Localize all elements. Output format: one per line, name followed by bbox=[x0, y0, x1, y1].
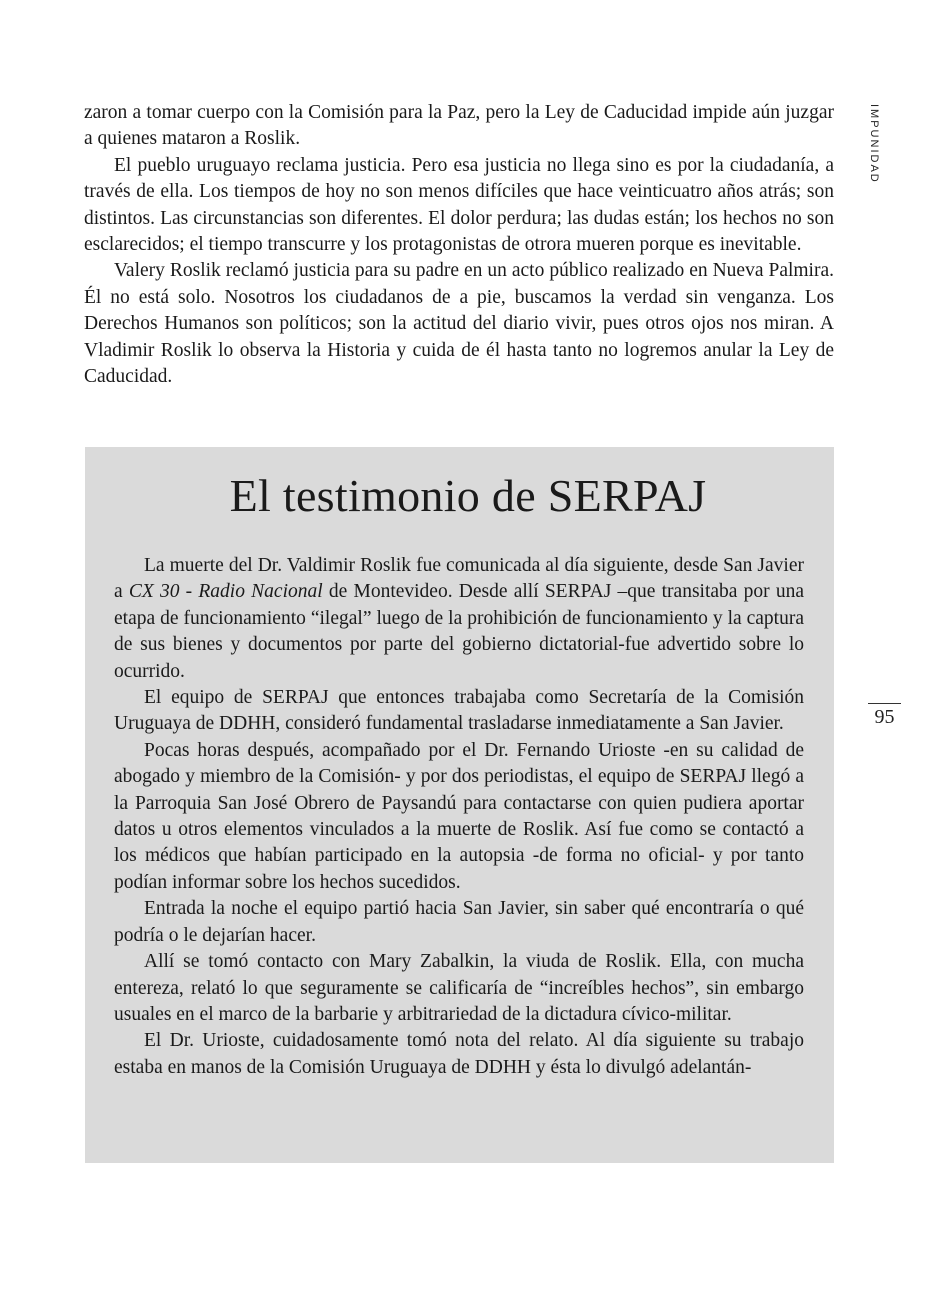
box-text bbox=[114, 553, 804, 1081]
paragraph-text: La muerte del Dr. Valdimir Roslik fue comunicada al día siguiente, desde San Javier a bbox=[114, 555, 804, 603]
box-title: El testimonio de SERPAJ bbox=[229, 470, 707, 521]
radio-station-name: CX 30 - Radio Nacional bbox=[128, 581, 323, 603]
paragraph: Pocas horas después, acompañado por el Dr. Fernando Urioste -en su calidad de abogado y miembro de la Comisión- y por dos periodistas, el equipo de SERPAJ llegó a la Parroquia San José Obrero de Paysandú para contactarse con quien pudiera aportar datos u otros elementos vinculados a la muerte de Roslik. Así fue como se contactó a los médicos que habían participado en la autopsia -de forma no oficial- y por tanto podían informar sobre los hechos sucedidos. bbox=[114, 739, 804, 893]
page-number: 95 bbox=[874, 706, 895, 728]
paragraph: El equipo de SERPAJ que entonces trabajaba como Secretaría de la Comisión Uruguaya de DDHH, consideró fundamental trasladarse inmediatamente a San Javier. bbox=[114, 687, 804, 735]
paragraph: El pueblo uruguayo reclama justicia. Pero esa justicia no llega sino es por la ciudadanía, a través de ella. Los tiempos de hoy no son menos difíciles que hace veinticuatro años atrás; son distintos. Las circunstancias son diferentes. El dolor perdura; las dudas están; los hechos no son esclarecidos; el tiempo transcurre y los protagonistas de otrora mueren porque es inevitable. bbox=[84, 154, 834, 256]
main-text bbox=[84, 100, 834, 390]
paragraph: Valery Roslik reclamó justicia para su padre en un acto público realizado en Nueva Palmira. Él no está solo. Nosotros los ciudadanos de a pie, buscamos la verdad sin venganza. Los Derechos Humanos son políticos; son la actitud del diario vivir, pues otros ojos nos miran. A Vladimir Roslik lo observa la Historia y cuida de él hasta tanto no logremos anular la Ley de Caducidad. bbox=[84, 260, 834, 388]
paragraph-text: de Montevideo. Desde allí SERPAJ –que transitaba por una etapa de funcionamiento “ilegal” luego de la prohibición de funcionamiento y la captura de sus bienes y documentos por parte del gobierno dictatorial-fue advertido sobre lo ocurrido. bbox=[114, 581, 804, 682]
paragraph: El Dr. Urioste, cuidadosamente tomó nota del relato. Al día siguiente su trabajo estaba en manos de la Comisión Uruguaya de DDHH y ésta lo divulgó adelantán- bbox=[114, 1030, 804, 1078]
paragraph bbox=[114, 553, 804, 685]
paragraph: Entrada la noche el equipo partió hacia San Javier, sin saber qué encontraría o qué podría o le dejarían hacer. bbox=[114, 898, 804, 946]
paragraph: Allí se tomó contacto con Mary Zabalkin, la viuda de Roslik. Ella, con mucha entereza, relató lo que seguramente se calificaría de “increíbles hechos”, sin embargo usuales en el marco de la barbarie y arbitrariedad de la dictadura cívico-militar. bbox=[114, 951, 804, 1025]
running-header-label: IMPUNIDAD bbox=[868, 104, 880, 184]
page-number-rule bbox=[868, 703, 901, 704]
paragraph: zaron a tomar cuerpo con la Comisión para la Paz, pero la Ley de Caducidad impide aún juzgar a quienes mataron a Roslik. bbox=[84, 102, 834, 150]
